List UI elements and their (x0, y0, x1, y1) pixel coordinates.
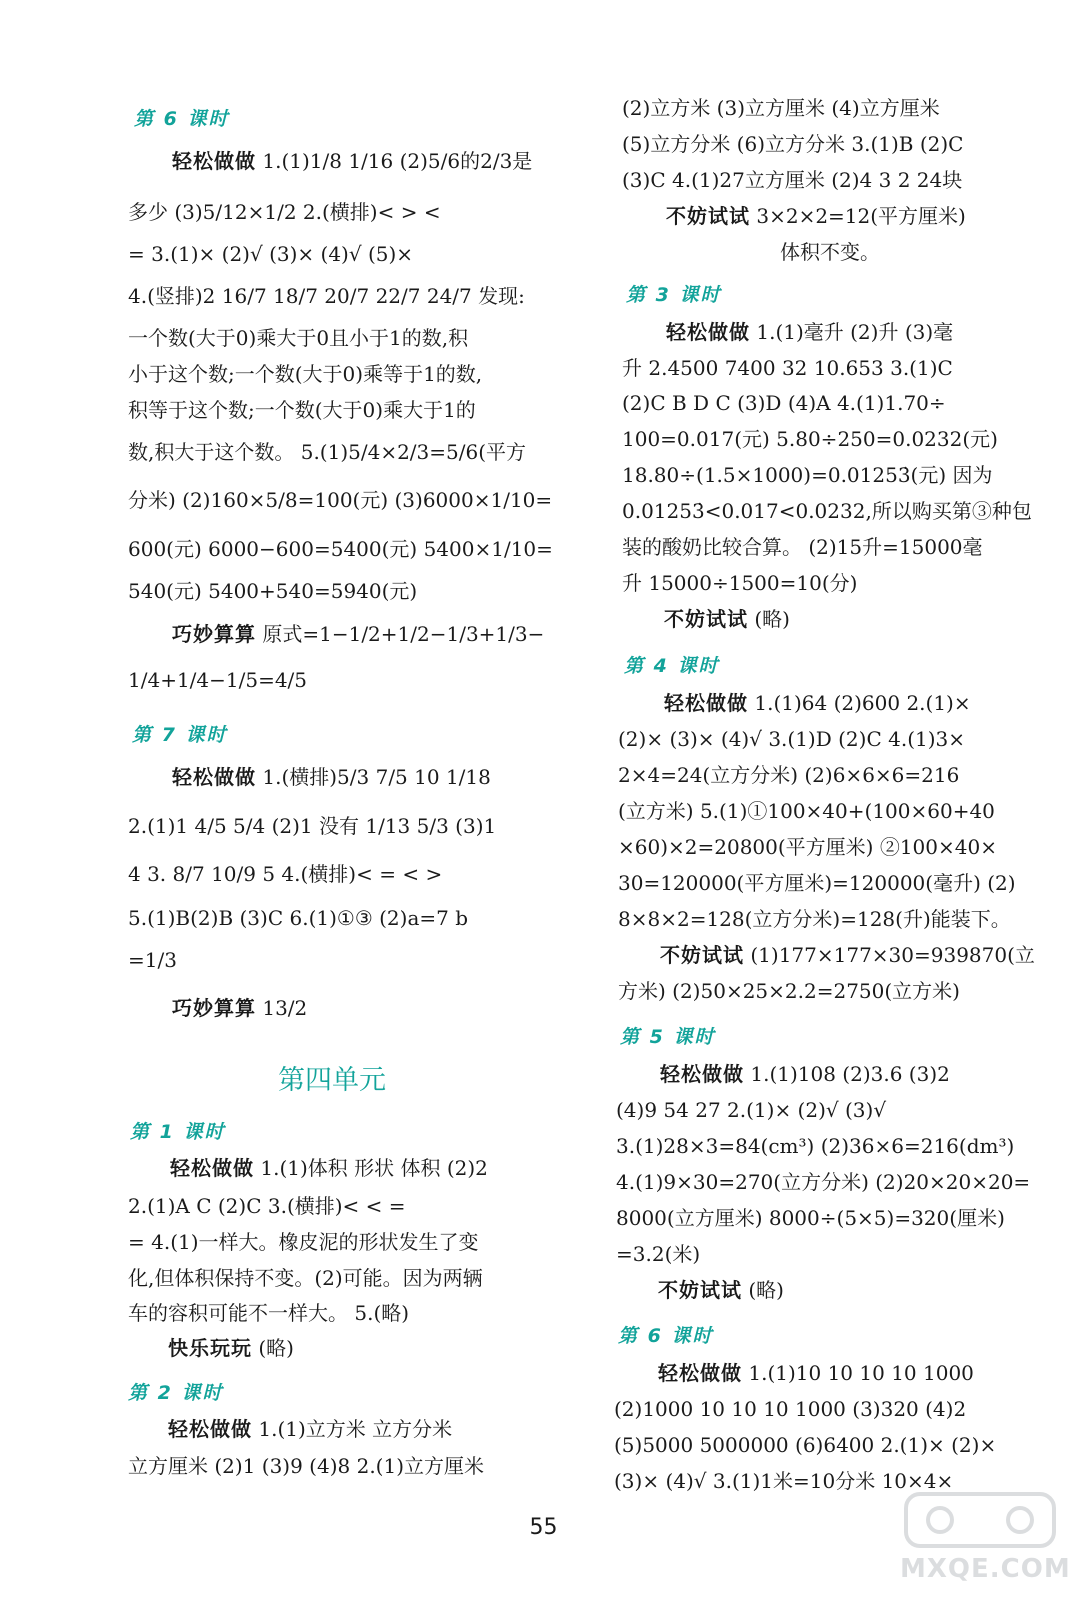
answer-line: 8000(立方厘米) 8000÷(5×5)=320(厘米) (616, 1206, 1005, 1230)
section-keyword: 轻松做做 (172, 149, 256, 173)
answer-line: 立方厘米 (2)1 (3)9 (4)8 2.(1)立方厘米 (128, 1454, 485, 1478)
answer-line (172, 992, 307, 1024)
answer-line: 1/4+1/4−1/5=4/5 (128, 668, 308, 692)
answer-text: (1)177×177×30=939870(立 (744, 943, 1035, 967)
answer-line (658, 1274, 784, 1306)
answer-line: (5)立方分米 (6)立方分米 3.(1)B (2)C (622, 132, 964, 156)
answer-text: 1.(1)毫升 (2)升 (3)毫 (750, 320, 954, 344)
answer-line: 小于这个数;一个数(大于0)乘等于1的数, (128, 362, 483, 386)
answer-text: (略) (748, 607, 790, 631)
section-keyword: 轻松做做 (666, 320, 750, 344)
lesson-heading: 第 5 课时 (620, 1026, 716, 1048)
watermark-icon (900, 1488, 1060, 1552)
section-keyword: 不妨试试 (666, 204, 750, 228)
lesson-heading: 第 3 课时 (626, 284, 722, 306)
answer-line: 100=0.017(元) 5.80÷250=0.0232(元) (622, 427, 998, 451)
answer-line: 升 2.4500 7400 32 10.653 3.(1)C (622, 356, 953, 380)
answer-line: (2)× (3)× (4)√ 3.(1)D (2)C 4.(1)3× (618, 727, 966, 751)
answer-line: =1/3 (128, 948, 177, 972)
answer-line: 体积不变。 (780, 240, 880, 264)
section-keyword: 轻松做做 (660, 1062, 744, 1086)
answer-line (172, 145, 532, 177)
answer-line: 车的容积可能不一样大。 5.(略) (128, 1301, 410, 1325)
answer-line: 30=120000(平方厘米)=120000(毫升) (2) (618, 871, 1016, 895)
answer-line: 600(元) 6000−600=5400(元) 5400×1/10= (128, 537, 553, 561)
answer-line: 积等于这个数;一个数(大于0)乘大于1的 (128, 398, 476, 422)
answer-line: = 4.(1)一样大。橡皮泥的形状发生了变 (128, 1230, 479, 1254)
answer-line: (2)立方米 (3)立方厘米 (4)立方厘米 (622, 96, 940, 120)
answer-line (172, 761, 491, 793)
lesson-heading: 第 6 课时 (134, 108, 230, 130)
answer-text: (略) (252, 1336, 294, 1360)
section-keyword: 不妨试试 (664, 607, 748, 631)
answer-line: 装的酸奶比较合算。 (2)15升=15000毫 (622, 535, 983, 559)
answer-line (170, 1152, 488, 1184)
answer-text: 1.(1)体积 形状 体积 (2)2 (254, 1156, 488, 1180)
answer-line: 分米) (2)160×5/8=100(元) (3)6000×1/10= (128, 488, 553, 512)
answer-line: (3)C 4.(1)27立方厘米 (2)4 3 2 24块 (622, 168, 963, 192)
answer-line: (2)C B D C (3)D (4)A 4.(1)1.70÷ (622, 391, 946, 415)
answer-text: 3×2×2=12(平方厘米) (750, 204, 966, 228)
answer-line: 多少 (3)5/12×1/2 2.(横排)< > < (128, 200, 441, 224)
watermark-logo (900, 1488, 1071, 1588)
answer-line: 2.(1)A C (2)C 3.(横排)< < = (128, 1194, 406, 1218)
answer-line: (立方米) 5.(1)①100×40+(100×60+40 (618, 799, 995, 823)
watermark-text: MXQE.COM (900, 1554, 1071, 1584)
answer-line (660, 939, 1035, 971)
answer-line: (5)5000 5000000 (6)6400 2.(1)× (2)× (614, 1433, 997, 1457)
answer-line: 升 15000÷1500=10(分) (622, 571, 858, 595)
answer-text: 1.(1)10 10 10 10 1000 (742, 1361, 974, 1385)
answer-line: 18.80÷(1.5×1000)=0.01253̇(元) 因为 (622, 463, 993, 487)
section-keyword: 轻松做做 (664, 691, 748, 715)
answer-line: 2.(1)1 4/5 5/4 (2)1 没有 1/13 5/3 (3)1 (128, 814, 497, 838)
answer-line: ×60)×2=20800(平方厘米) ②100×40× (618, 835, 997, 859)
answer-line (172, 618, 544, 650)
answer-line: (2)1000 10 10 10 1000 (3)320 (4)2 (614, 1397, 967, 1421)
answer-line: 4 3. 8/7 10/9 5 4.(横排)< = < > (128, 862, 443, 886)
answer-line (658, 1357, 974, 1389)
answer-line (666, 316, 953, 348)
answer-line: (4)9 54 27 2.(1)× (2)√ (3)√ (616, 1098, 887, 1122)
section-keyword: 轻松做做 (658, 1361, 742, 1385)
section-keyword: 不妨试试 (660, 943, 744, 967)
answer-line: 一个数(大于0)乘大于0且小于1的数,积 (128, 326, 469, 350)
answer-line: 4.(竖排)2 16/7 18/7 20/7 22/7 24/7 发现: (128, 284, 525, 308)
answer-line: 方米) (2)50×25×2.2=2750(立方米) (618, 979, 960, 1003)
section-keyword: 巧妙算算 (172, 996, 256, 1020)
answer-text: 1.(1)108 (2)3.6 (3)2 (744, 1062, 950, 1086)
answer-line: 2×4=24(立方分米) (2)6×6×6=216 (618, 763, 960, 787)
lesson-heading: 第 6 课时 (618, 1325, 714, 1347)
section-keyword: 巧妙算算 (172, 622, 256, 646)
answer-line: 3.(1)28×3=84(cm³) (2)36×6=216(dm³) (616, 1134, 1015, 1158)
section-keyword: 轻松做做 (170, 1156, 254, 1180)
lesson-heading: 第 4 课时 (624, 655, 720, 677)
answer-text: 1.(1)1/8 1/16 (2)5/6的2/3是 (256, 149, 533, 173)
answer-text: 1.(1)立方米 立方分米 (252, 1417, 453, 1441)
answer-line: 数,积大于这个数。 5.(1)5/4×2/3=5/6(平方 (128, 440, 527, 464)
answer-line (666, 200, 966, 232)
answer-line (664, 687, 971, 719)
answer-line (168, 1413, 452, 1445)
answer-line: (3)× (4)√ 3.(1)1米=10分米 10×4× (614, 1469, 954, 1493)
answer-line: 4.(1)9×30=270(立方分米) (2)20×20×20= (616, 1170, 1031, 1194)
answer-line: 5.(1)B(2)B (3)C 6.(1)①③ (2)a=7 b (128, 906, 469, 930)
answer-line: 化,但体积保持不变。(2)可能。因为两辆 (128, 1266, 483, 1290)
answer-line (168, 1332, 294, 1364)
section-keyword: 快乐玩玩 (168, 1336, 252, 1360)
lesson-heading: 第 7 课时 (132, 724, 228, 746)
unit-title: 第四单元 (278, 1065, 386, 1096)
answer-line: 0.01253̇<0.017<0.0232,所以购买第③种包 (622, 499, 1032, 523)
answer-text: 13/2 (256, 996, 308, 1020)
answer-line: 540(元) 5400+540=5940(元) (128, 579, 418, 603)
answer-line (664, 603, 790, 635)
answer-text: 1.(横排)5/3 7/5 10 1/18 (256, 765, 491, 789)
answer-text: (略) (742, 1278, 784, 1302)
answer-line (660, 1058, 950, 1090)
page-number: 55 (529, 1515, 558, 1540)
lesson-heading: 第 2 课时 (128, 1382, 224, 1404)
section-keyword: 不妨试试 (658, 1278, 742, 1302)
answer-line: 8×8×2=128(立方分米)=128(升)能装下。 (618, 907, 1011, 931)
lesson-heading: 第 1 课时 (130, 1121, 226, 1143)
section-keyword: 轻松做做 (172, 765, 256, 789)
answer-line: =3.2(米) (616, 1242, 701, 1266)
answer-text: 原式=1−1/2+1/2−1/3+1/3− (256, 622, 545, 646)
answer-line: = 3.(1)× (2)√ (3)× (4)√ (5)× (128, 242, 414, 266)
answer-text: 1.(1)64 (2)600 2.(1)× (748, 691, 971, 715)
section-keyword: 轻松做做 (168, 1417, 252, 1441)
